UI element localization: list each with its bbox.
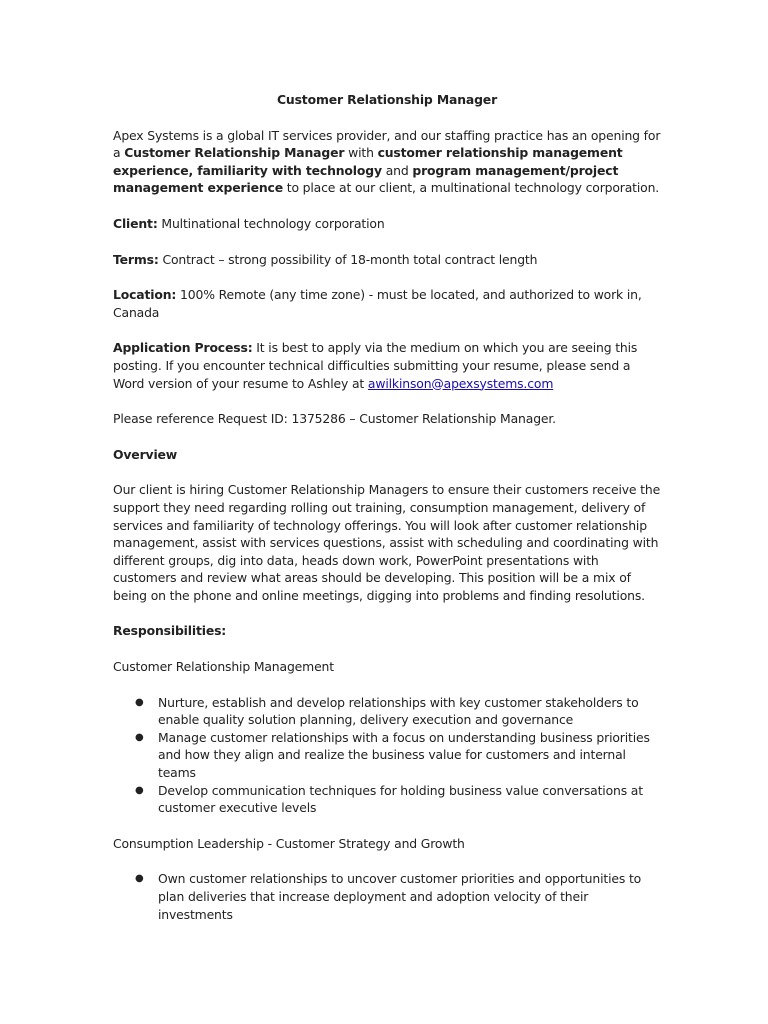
section-heading-crm: Customer Relationship Management [113,659,334,675]
application-paragraph [113,339,661,392]
intro-bold-role: Customer Relationship Manager [124,145,345,161]
bullet-icon: ● [135,784,144,796]
location-value: 100% Remote (any time zone) - must be located, and authorized to work in, Canada [113,287,642,320]
list-item-text: Develop communication techniques for holding business value conversations at customer executive levels [158,782,643,816]
crm-bullet-list [113,694,661,817]
overview-paragraph: Our client is hiring Customer Relationship Managers to ensure their customers receive the support they need regarding rolling out training, consumption management, delivery of services and familiarity of technology offerings. You will look after customer relationship management, assist with services questions, assist with scheduling and coordinating with different groups, dig into data, heads down work, PowerPoint presentations with customers and review what areas should be developing. This position will be a mix of being on the phone and online meetings, digging into problems and finding resolutions. [113,482,661,603]
section-heading-consumption: Consumption Leadership - Customer Strategy and Growth [113,835,465,851]
document-page [113,91,661,941]
terms-value: Contract – strong possibility of 18-month total contract length [158,251,538,267]
email-link[interactable]: awilkinson@apexsystems.com [367,375,554,391]
reference-line: Please reference Request ID: 1375286 – Customer Relationship Manager. [113,411,556,427]
application-text: It is best to apply via the medium on which you are seeing this posting. If you encounter technical difficulties submitting your resume, please send a Word version of your resume to Ashley at [113,340,638,391]
intro-paragraph [113,127,661,197]
location-line [113,286,661,321]
application-label: Application Process: [113,340,253,356]
intro-bold-pm: program management/project management experience [113,162,619,196]
overview-heading [113,446,661,464]
intro-bold-skills: customer relationship management experience, familiarity with technology [113,145,623,178]
list-item [113,870,661,923]
document-title: Customer Relationship Manager [276,92,498,107]
responsibilities-heading [113,622,661,640]
client-line [113,215,661,233]
bullet-icon: ● [135,696,144,708]
list-item [113,729,661,782]
responsibilities-heading-text: Responsibilities: [113,623,227,639]
overview-heading-text: Overview [113,446,178,462]
list-item-text: Nurture, establish and develop relationships with key customer stakeholders to enable quality solution planning, delivery execution and governance [158,694,639,728]
bullet-icon: ● [135,731,144,743]
terms-label: Terms: [113,251,159,267]
intro-text-1: Apex Systems is a global IT services provider, and our staffing practice has an opening for a [113,127,661,161]
intro-text-2: with [344,145,378,161]
client-value: Multinational technology corporation [157,215,385,231]
terms-line [113,251,661,269]
bullet-icon: ● [135,873,144,885]
list-item-text: Own customer relationships to uncover customer priorities and opportunities to plan deliveries that increase deployment and adoption velocity of their investments [158,871,642,922]
client-label: Client: [113,215,158,231]
list-item [113,782,661,817]
consumption-bullet-list [113,870,661,923]
list-item-text: Manage customer relationships with a focus on understanding business priorities and how they align and realize the business value for customers and internal teams [158,729,650,781]
list-item [113,694,661,729]
intro-text-4: to place at our client, a multinational technology corporation. [282,180,660,196]
intro-text-3: and [381,162,413,178]
location-label: Location: [113,287,177,303]
